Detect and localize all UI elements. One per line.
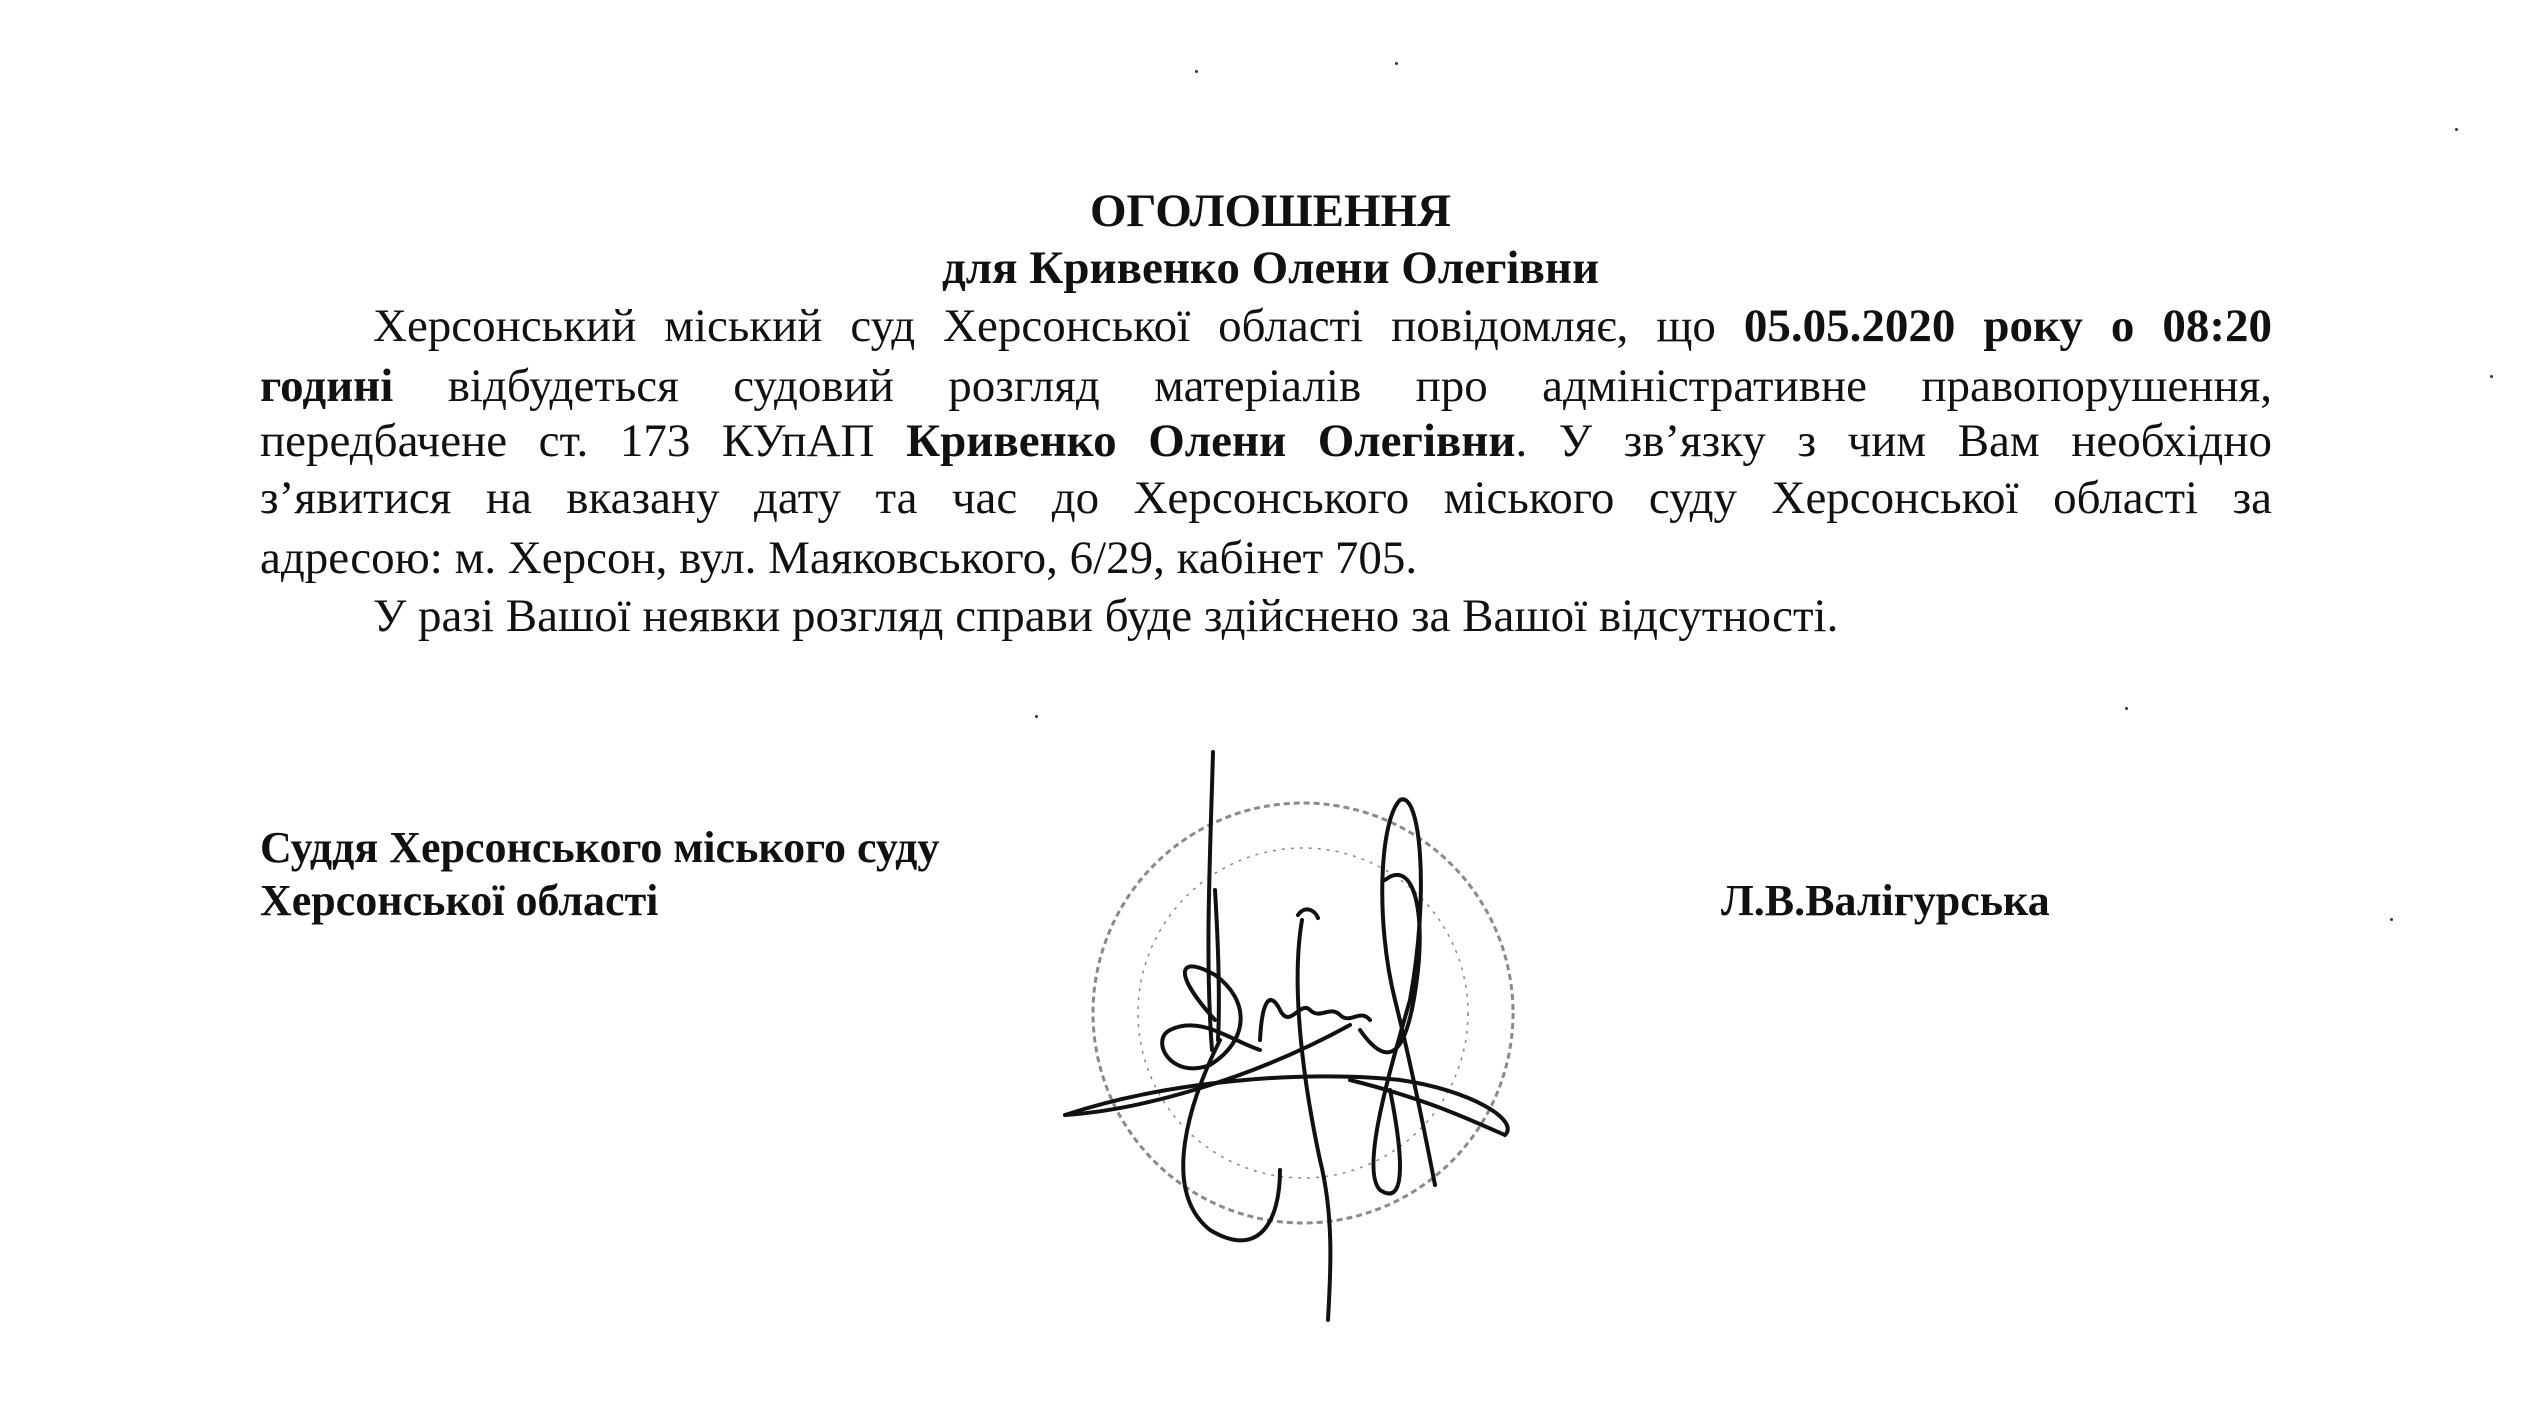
- judge-position-line-2: Херсонської області: [260, 876, 659, 925]
- judge-name: Л.В.Валігурська: [1721, 876, 2050, 925]
- body-line-4: з’явитися на вказану дату та час до Херсонського міського суду Херсонської області за: [260, 472, 2272, 524]
- body-text: . У зв’язку з чим Вам необхідно: [1515, 415, 2272, 467]
- scan-speck: [2455, 128, 2458, 131]
- judge-position-line-1: Суддя Херсонського міського суду: [260, 823, 940, 872]
- scan-speck: [1035, 715, 1038, 718]
- defendant-name: Кривенко Олени Олегівни: [906, 415, 1516, 467]
- body-line-2: [260, 358, 2272, 416]
- body-text: відбудеться судовий розгляд матеріалів про адміністративне правопорушення,: [393, 360, 2272, 412]
- scan-speck: [2490, 375, 2493, 378]
- body-line-5: адресою: м. Херсон, вул. Маяковського, 6/29, кабінет 705.: [260, 532, 1418, 584]
- court-stamp-and-signature: [1050, 740, 1750, 1360]
- signature: [1065, 752, 1508, 1320]
- body-line-3: [260, 413, 2272, 471]
- scan-speck: [1395, 62, 1398, 65]
- court-stamp: [1093, 803, 1513, 1223]
- scan-speck: [1195, 70, 1198, 73]
- document-subtitle: для Кривенко Олени Олегівни: [941, 242, 1600, 294]
- body-line-6: У разі Вашої неявки розгляд справи буде здійснено за Вашої відсутності.: [373, 590, 1839, 642]
- body-text: Херсонський міський суд Херсонської області повідомляє, що: [373, 300, 1744, 352]
- scan-speck: [2125, 707, 2128, 710]
- hearing-datetime-suffix: годині: [260, 360, 394, 412]
- document-title: ОГОЛОШЕННЯ: [1089, 185, 1452, 237]
- hearing-datetime: 05.05.2020 року о 08:20: [1743, 300, 2272, 352]
- body-text: передбачене ст. 173 КУпАП: [260, 415, 907, 467]
- scan-speck: [2390, 918, 2393, 921]
- body-line-1: [373, 298, 2272, 356]
